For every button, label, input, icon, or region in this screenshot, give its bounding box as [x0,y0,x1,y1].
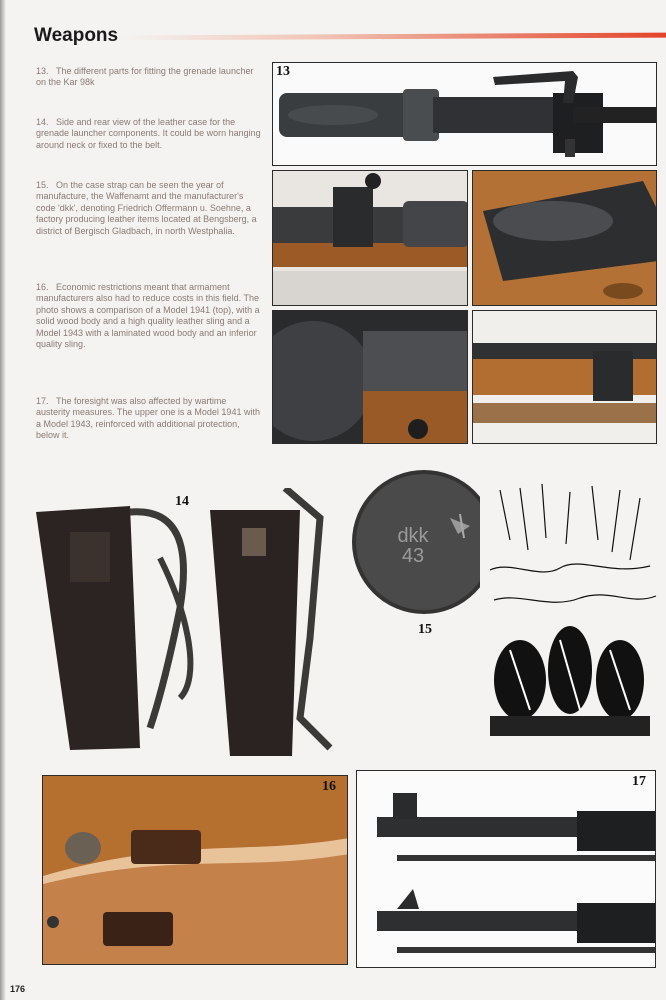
caption-text: Economic restrictions meant that armament manufacturers also had to reduce costs in this field. The photo shows a comparison of a Model 1941 (top), with a solid wood body and a high quality leather sling and a Model 1943 with a laminated wood body and an inferior quality sling. [36,282,260,350]
caption-text: The different parts for fitting the grenade launcher on the Kar 98k [36,66,254,88]
caption-number: 13. [36,66,49,76]
sketch-illustration-soldiers [480,480,660,760]
stamp-year: 43 [401,545,425,567]
photo-14-leather-case [30,488,342,764]
figure-number-15: 15 [418,622,432,637]
caption-number: 17. [36,396,49,406]
figure-number-16: 16 [322,779,336,794]
stamp-maker-code: dkk [397,525,429,547]
book-binding-shadow [0,0,6,1000]
caption-text: On the case strap can be seen the year of manufacture, the Waffenamt and the manufacturer's code 'dkk', denoting Friedrich Offermann u. Soehne, a factory producing leather items located at Bengsberg, a district of Bergisch Gladbach, in north Westphalia. [36,180,257,236]
caption-17 [36,396,262,442]
header-rule [120,33,666,41]
caption-15 [36,180,262,237]
photo-17-foresight-comparison [356,770,656,968]
photo-16-stock-comparison [42,775,348,965]
caption-number: 15. [36,180,49,190]
photo-15-stamp-closeup [350,468,498,616]
photo-13-grenade-launcher [272,62,657,166]
caption-number: 16. [36,282,49,292]
photo-rifle-detail-3 [272,310,468,444]
page-number: 176 [10,984,26,994]
figure-number-13: 13 [276,64,290,79]
photo-rifle-detail-1 [272,170,468,306]
photo-rifle-detail-4 [472,310,657,444]
figure-number-14: 14 [175,494,189,509]
figure-number-17: 17 [632,774,646,789]
photo-rifle-detail-2 [472,170,657,306]
caption-14 [36,117,262,151]
caption-number: 14. [36,117,49,127]
caption-text: Side and rear view of the leather case for the grenade launcher components. It could be worn hanging around neck or fixed to the belt. [36,117,261,150]
caption-text: The foresight was also affected by wartime austerity measures. The upper one is a Model 1941 with a Model 1943, reinforced with additional protection, below it. [36,396,260,441]
stamp-marking [368,526,458,566]
caption-16 [36,282,262,350]
caption-13 [36,66,262,89]
page-title: Weapons [34,25,119,46]
